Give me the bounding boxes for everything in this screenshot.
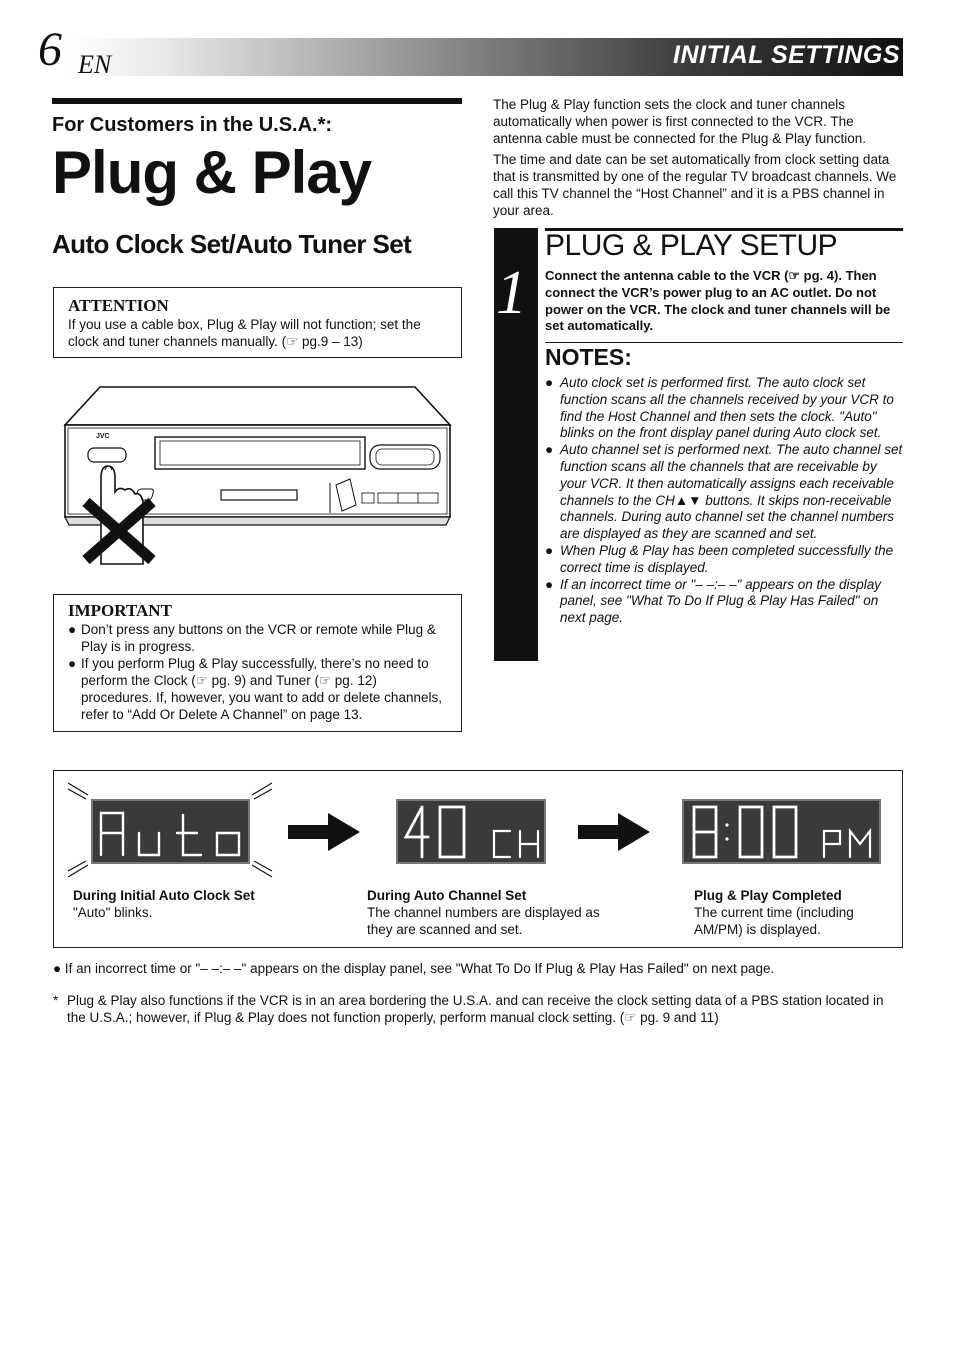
bullet-icon: ● xyxy=(53,961,62,976)
page-language: EN xyxy=(78,50,112,79)
bullet-icon: ● xyxy=(545,442,554,458)
display-caption-3: Plug & Play Completed The current time (including AM/PM) is displayed. xyxy=(694,888,854,937)
attention-heading: ATTENTION xyxy=(68,296,169,315)
bullet-icon: ● xyxy=(68,656,77,671)
notes-rule xyxy=(545,342,903,343)
bullet-icon: ● xyxy=(545,542,554,558)
arrow-right-icon xyxy=(578,813,650,851)
lcd-segments xyxy=(684,801,879,862)
page-number: 6 xyxy=(38,23,62,76)
attention-box xyxy=(53,287,462,358)
important-list xyxy=(68,621,447,723)
lcd-display-channel xyxy=(396,799,546,864)
setup-title: PLUG & PLAY SETUP xyxy=(545,229,838,262)
lcd-segments xyxy=(398,801,544,862)
for-customers-heading: For Customers in the U.S.A.*: xyxy=(52,114,333,136)
list-item: ● Don’t press any buttons on the VCR or remote while Plug & Play is in progress. xyxy=(68,622,436,654)
page-subtitle: Auto Clock Set/Auto Tuner Set xyxy=(52,229,412,259)
asterisk-mark: * xyxy=(53,993,59,1008)
important-heading: IMPORTANT xyxy=(68,601,172,620)
intro-paragraph: The time and date can be set automatically from clock setting data that is transmitted by one of the regular TV broadcast channels. We call this TV channel the “Host Channel” and it is a PBS channel in your area. xyxy=(493,152,897,218)
notes-heading: NOTES: xyxy=(545,344,632,370)
list-item: ● Auto clock set is performed first. The auto clock set function scans all the channels received by your VCR to find the Host Channel and then sets the clock. "Auto" blinks on the front display panel during Auto clock set. xyxy=(545,375,894,441)
lcd-segments xyxy=(93,801,248,862)
footnote-bullet: ● If an incorrect time or "– –:– –" appears on the display panel, see "What To Do If Plug & Play Has Failed" on next page. xyxy=(53,961,775,976)
lcd-display-time xyxy=(682,799,881,864)
list-item: ● If you perform Plug & Play successfully, there’s no need to perform the Clock (☞ pg. 9) and Tuner (☞ pg. 12) procedures. If, however, you want to add or delete channels, refer to “Add Or Delete A Channel” on page 13. xyxy=(68,656,442,722)
page-title: Plug & Play xyxy=(52,139,372,206)
bullet-icon: ● xyxy=(545,576,554,592)
lcd-display-auto xyxy=(91,799,250,864)
section-title: INITIAL SETTINGS xyxy=(673,41,900,69)
arrow-right-icon xyxy=(288,813,360,851)
important-box xyxy=(53,594,462,732)
display-caption-2: During Auto Channel Set The channel numbers are displayed as they are scanned and set. xyxy=(367,888,600,937)
display-caption-1: During Initial Auto Clock Set "Auto" blinks. xyxy=(73,888,255,920)
step-number: 1 xyxy=(496,259,527,327)
attention-text: If you use a cable box, Plug & Play will not function; set the clock and tuner channels manually. (☞ pg.9 – 13) xyxy=(68,317,421,349)
setup-instructions: Connect the antenna cable to the VCR (☞ pg. 4). Then connect the VCR’s power plug to an AC outlet. Do not power on the VCR. The clock and tuner channels will be set automatically. xyxy=(545,268,891,334)
list-item: ● When Plug & Play has been completed successfully the correct time is displayed. xyxy=(545,542,894,575)
notes-list xyxy=(545,375,903,627)
intro-paragraph: The Plug & Play function sets the clock and tuner channels automatically when power is first connected to the VCR. The antenna cable must be connected for the Plug & Play function. xyxy=(493,97,866,146)
title-rule xyxy=(52,98,462,104)
intro-text xyxy=(493,96,903,223)
bullet-icon: ● xyxy=(545,375,554,390)
footnote-asterisk: * Plug & Play also functions if the VCR is in an area bordering the U.S.A. and can receive the clock setting data of a PBS station located in the U.S.A.; however, if Plug & Play does not function properly, perform manual clock setting. (☞ pg. 9 and 11) xyxy=(53,993,884,1025)
bullet-icon: ● xyxy=(68,622,77,637)
list-item: ● Auto channel set is performed next. The auto channel set function scans all the channels that are receivable by your VCR. It then automatically assigns each receivable channels to the CH▲▼ buttons. It skips non-receivable channels. During auto channel set the channel numbers are displayed as they are scanned and set. xyxy=(545,442,903,542)
vcr-brand-label: JVC xyxy=(96,433,110,440)
cross-icon xyxy=(80,498,158,564)
list-item: ● If an incorrect time or "– –:– –" appears on the display panel, see "What To Do If Plug & Play Has Failed" on next page. xyxy=(545,576,882,626)
